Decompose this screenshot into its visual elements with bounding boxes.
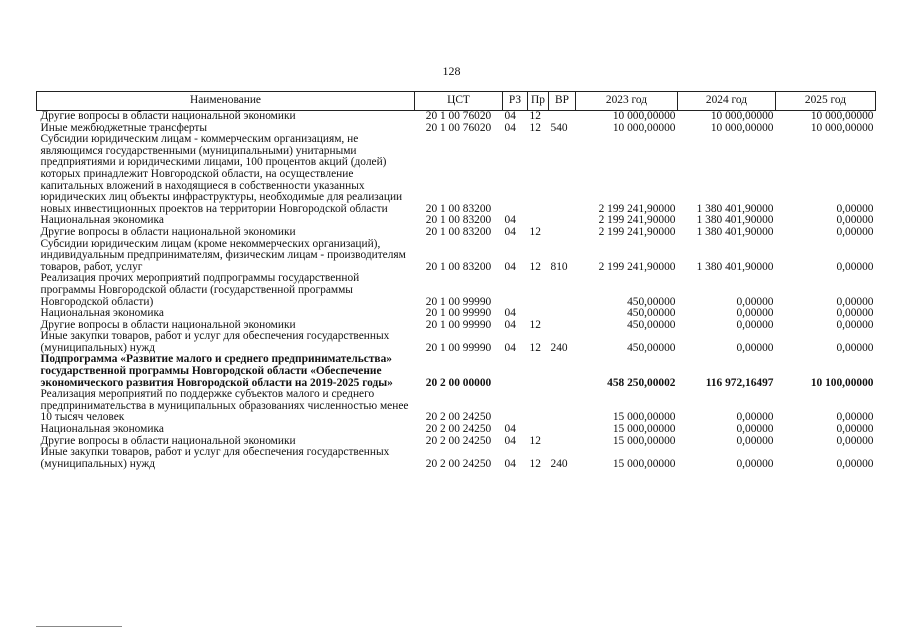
- cell-2023: 15 000,00000: [612, 423, 676, 436]
- cell-2024: 10 000,00000: [710, 110, 774, 122]
- cell-name: Подпрограмма «Развитие малого и среднего предпринимательства» государственной программы Новгородской области «Обеспечение экономического развития Новгородской области на 2019-2025 годы»: [40, 353, 393, 389]
- cell-name: Реализация мероприятий по поддержке субъектов малого и среднего предпринимательства в муниципальных образованиях численностью менее 10 тысяч человек: [40, 388, 409, 424]
- cell-2024: 10 000,00000: [710, 121, 774, 134]
- page-number: 128: [442, 64, 461, 78]
- cell-name: Реализация прочих мероприятий подпрограммы государственной программы Новгородской области (государственной программы Новгородской области): [40, 272, 360, 308]
- cell-pr: [528, 424, 549, 436]
- cell-name: Национальная экономика: [40, 423, 164, 436]
- cell-pr: [528, 273, 549, 308]
- table-row: [37, 227, 876, 239]
- cell-vr: 810: [550, 260, 568, 273]
- cell-vr: 240: [550, 457, 568, 470]
- cell-cst: 20 1 00 99990: [425, 341, 492, 354]
- cell-vr: [549, 273, 576, 308]
- cell-2024: 0,00000: [736, 295, 774, 308]
- cell-2025: 0,00000: [836, 423, 874, 436]
- cell-name: Другие вопросы в области национальной экономики: [40, 110, 296, 122]
- cell-2025: 0,00000: [836, 411, 874, 424]
- table-row: [37, 273, 876, 308]
- cell-cst: 20 1 00 83200: [425, 202, 492, 215]
- cell-2023: 450,00000: [627, 318, 676, 331]
- cell-2024: 1 380 401,90000: [696, 260, 774, 273]
- cell-pr: 12: [529, 341, 541, 354]
- cell-cst: 20 1 00 99990: [425, 295, 492, 308]
- cell-name: Другие вопросы в области национальной экономики: [40, 225, 296, 238]
- cell-pr: [528, 308, 549, 320]
- cell-vr: [549, 354, 576, 389]
- cell-2024: 0,00000: [736, 434, 774, 447]
- cell-2024: 1 380 401,90000: [696, 202, 774, 215]
- cell-pr: [528, 134, 549, 215]
- cell-cst: 20 2 00 24250: [425, 423, 492, 436]
- cell-name: Иные межбюджетные трансферты: [40, 121, 208, 134]
- cell-2023: 2 199 241,90000: [598, 260, 676, 273]
- cell-2025: 0,00000: [836, 260, 874, 273]
- cell-vr: 240: [550, 341, 568, 354]
- cell-cst: 20 1 00 99990: [425, 307, 492, 320]
- cell-pr: 12: [529, 318, 541, 331]
- cell-cst: 20 1 00 76020: [425, 121, 492, 134]
- cell-cst: 20 2 00 00000: [425, 376, 492, 389]
- header-vr: ВР: [549, 92, 576, 111]
- table-row: [37, 331, 876, 354]
- cell-cst: 20 2 00 24250: [425, 457, 492, 470]
- cell-pr: [528, 354, 549, 389]
- cell-cst: 20 2 00 24250: [425, 411, 492, 424]
- cell-2023: 10 000,00000: [612, 110, 676, 122]
- cell-name: Другие вопросы в области национальной экономики: [40, 318, 296, 331]
- cell-2023: 10 000,00000: [612, 121, 676, 134]
- cell-vr: [549, 111, 576, 123]
- cell-2025: 0,00000: [836, 341, 874, 354]
- header-2023: 2023 год: [576, 92, 678, 111]
- cell-vr: [549, 389, 576, 424]
- header-name: Наименование: [37, 92, 415, 111]
- cell-rz: [503, 273, 528, 308]
- cell-2024: 116 972,16497: [705, 376, 774, 389]
- cell-rz: 04: [504, 318, 516, 331]
- cell-vr: [549, 215, 576, 227]
- cell-vr: [549, 308, 576, 320]
- cell-cst: 20 1 00 83200: [425, 214, 492, 227]
- footer-rule: [36, 626, 122, 627]
- cell-name: Субсидии юридическим лицам - коммерческим организациям, не являющимся государственными (муниципальными) унитарными предприятиями и юридическими лицами, 100 процентов акций (долей) которых принадлежит Новгородской области, на осуществление капитальных вложений в находящиеся в собственности указанных юридических лиц объекты инфраструктуры, необходимые для реализации новых инвестиционных проектов на территории Новгородской области: [40, 133, 403, 215]
- table-row: [37, 447, 876, 470]
- cell-2024: 0,00000: [736, 411, 774, 424]
- cell-cst: 20 1 00 76020: [425, 110, 492, 122]
- cell-pr: 12: [529, 260, 541, 273]
- cell-2024: 1 380 401,90000: [696, 225, 774, 238]
- cell-vr: [549, 320, 576, 332]
- cell-2023: 15 000,00000: [612, 411, 676, 424]
- cell-2023: 15 000,00000: [612, 434, 676, 447]
- cell-vr: [549, 134, 576, 215]
- cell-2024: 0,00000: [736, 318, 774, 331]
- table-row: [37, 424, 876, 436]
- cell-2024: 0,00000: [736, 457, 774, 470]
- cell-vr: 540: [550, 121, 568, 134]
- cell-cst: 20 2 00 24250: [425, 434, 492, 447]
- cell-2025: 0,00000: [836, 307, 874, 320]
- cell-name: Иные закупки товаров, работ и услуг для обеспечения государственных (муниципальных) нужд: [40, 446, 390, 470]
- cell-2025: 0,00000: [836, 214, 874, 227]
- cell-2025: 0,00000: [836, 457, 874, 470]
- cell-2023: 458 250,00002: [607, 376, 676, 389]
- cell-2024: 1 380 401,90000: [696, 214, 774, 227]
- cell-2024: 0,00000: [736, 423, 774, 436]
- cell-2023: 2 199 241,90000: [598, 214, 676, 227]
- table-row: [37, 239, 876, 274]
- cell-vr: [549, 227, 576, 239]
- cell-name: Другие вопросы в области национальной экономики: [40, 434, 296, 447]
- header-cst: ЦСТ: [415, 92, 503, 111]
- cell-2025: 0,00000: [836, 202, 874, 215]
- cell-2023: 2 199 241,90000: [598, 202, 676, 215]
- cell-vr: [549, 436, 576, 448]
- header-2025: 2025 год: [776, 92, 876, 111]
- cell-rz: 04: [504, 307, 516, 320]
- table-row: [37, 134, 876, 215]
- cell-rz: 04: [504, 260, 516, 273]
- table-row: [37, 308, 876, 320]
- cell-name: Национальная экономика: [40, 307, 164, 320]
- table-row: [37, 389, 876, 424]
- cell-name: Иные закупки товаров, работ и услуг для обеспечения государственных (муниципальных) нужд: [40, 330, 390, 354]
- budget-table: [36, 91, 876, 470]
- cell-2023: 2 199 241,90000: [598, 225, 676, 238]
- cell-name: Субсидии юридическим лицам (кроме некоммерческих организаций), индивидуальным предпринимателям, физическим лицам - производителям товаров, работ, услуг: [40, 237, 406, 273]
- cell-rz: 04: [504, 214, 516, 227]
- cell-rz: 04: [504, 110, 516, 122]
- cell-rz: 04: [504, 121, 516, 134]
- cell-cst: 20 1 00 83200: [425, 225, 492, 238]
- cell-2025: 10 000,00000: [810, 110, 874, 122]
- cell-2025: 0,00000: [836, 434, 874, 447]
- table-row: [37, 354, 876, 389]
- cell-2023: 15 000,00000: [612, 457, 676, 470]
- cell-2025: 0,00000: [836, 318, 874, 331]
- cell-2025: 10 100,00000: [810, 376, 874, 389]
- cell-2023: 450,00000: [627, 307, 676, 320]
- cell-rz: 04: [504, 423, 516, 436]
- cell-pr: 12: [529, 110, 541, 122]
- cell-vr: [549, 424, 576, 436]
- table-row: [37, 111, 876, 123]
- cell-pr: 12: [529, 434, 541, 447]
- cell-rz: [503, 389, 528, 424]
- cell-name: Национальная экономика: [40, 214, 164, 227]
- cell-2023: 450,00000: [627, 341, 676, 354]
- cell-2025: 0,00000: [836, 225, 874, 238]
- header-rz: РЗ: [503, 92, 528, 111]
- cell-pr: [528, 389, 549, 424]
- cell-rz: [503, 134, 528, 215]
- cell-rz: 04: [504, 225, 516, 238]
- table-header-row: [37, 92, 876, 111]
- cell-cst: 20 1 00 99990: [425, 318, 492, 331]
- cell-rz: 04: [504, 457, 516, 470]
- cell-cst: 20 1 00 83200: [425, 260, 492, 273]
- cell-2023: 450,00000: [627, 295, 676, 308]
- cell-rz: [503, 354, 528, 389]
- header-pr: Пр: [528, 92, 549, 111]
- cell-rz: 04: [504, 341, 516, 354]
- header-2024: 2024 год: [678, 92, 776, 111]
- cell-pr: 12: [529, 121, 541, 134]
- cell-2025: 10 000,00000: [810, 121, 874, 134]
- cell-pr: 12: [529, 225, 541, 238]
- cell-rz: 04: [504, 434, 516, 447]
- cell-pr: 12: [529, 457, 541, 470]
- cell-2025: 0,00000: [836, 295, 874, 308]
- cell-2024: 0,00000: [736, 341, 774, 354]
- cell-2024: 0,00000: [736, 307, 774, 320]
